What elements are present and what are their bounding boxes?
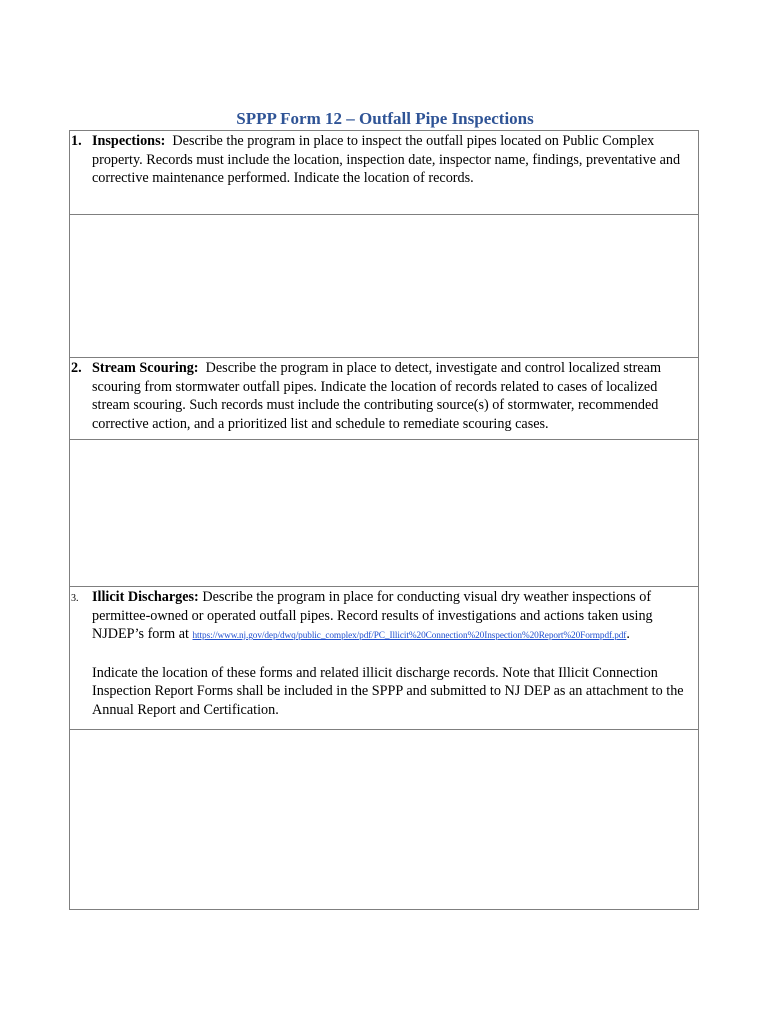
section-2-description [92, 359, 696, 433]
section-1-description [92, 132, 696, 188]
section-3-answer-field[interactable] [70, 730, 698, 909]
section-2-number: 2. [71, 360, 82, 376]
section-2-text: Describe the program in place to detect, investigate and control localized stream scouring from stormwater outfall pipes. Indicate the location of records related to cases of localized stream scouring. Such records must include the contributing source(s) of stormwater, recommended corrective action, and a prioritized list and schedule to remediate scouring cases. [92, 360, 662, 432]
section-1-text: Describe the program in place to inspect the outfall pipes located on Public Complex property. Records must include the location, inspection date, inspector name, findings, preventative and corrective maintenance performed. Indicate the location of records. [92, 133, 681, 186]
section-2-label: Stream Scouring: [92, 360, 199, 376]
section-2-prompt [70, 358, 698, 440]
section-3-number: 3. [71, 593, 79, 604]
section-3-label: Illicit Discharges: [92, 589, 199, 605]
section-3-link-suffix: . [626, 626, 630, 642]
form-table [69, 130, 699, 910]
njdep-form-link[interactable]: https://www.nj.gov/dep/dwq/public_complex/pdf/PC_Illicit%20Connection%20Inspection%20Report%20Formpdf.pdf [192, 631, 627, 641]
section-1-prompt [70, 131, 698, 215]
section-3-description [92, 588, 696, 646]
section-3-prompt [70, 587, 698, 730]
section-3-text: Describe the program in place for conducting visual dry weather inspections of permittee-owned or operated outfall pipes. Record results of investigations and actions taken using NJDEP’s form at [92, 589, 653, 642]
section-2-answer-field[interactable] [70, 440, 698, 587]
page-title: SPPP Form 12 – Outfall Pipe Inspections [236, 109, 534, 128]
section-1-answer-field[interactable] [70, 215, 698, 358]
section-1-label: Inspections: [92, 133, 166, 149]
section-3-note: Indicate the location of these forms and related illicit discharge records. Note that Illicit Connection Inspection Report Forms shall be included in the SPPP and submitted to NJ DEP as an attachment to the Annual Report and Certification. [92, 664, 684, 718]
section-1-number: 1. [71, 133, 82, 149]
